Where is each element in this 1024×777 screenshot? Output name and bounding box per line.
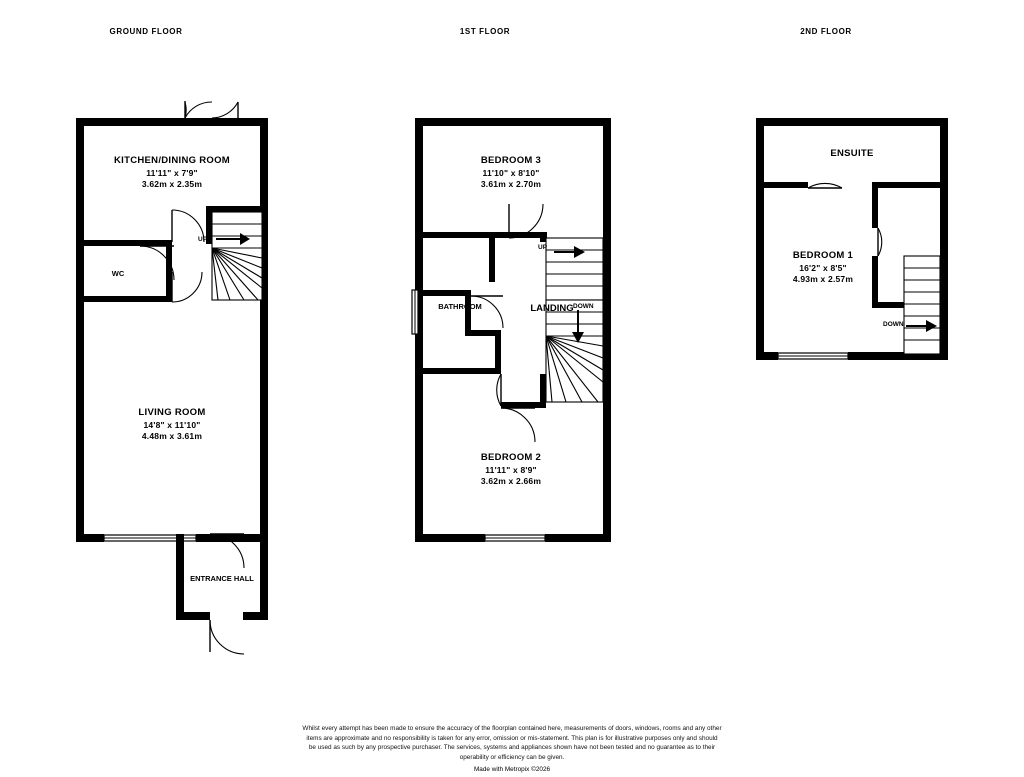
room-dim-metric: 4.93m x 2.57m [792, 273, 854, 284]
stair-label-up-first: UP [538, 244, 548, 251]
room-entrance-hall: ENTRANCE HALL [190, 574, 254, 583]
room-dim-imperial: 11'10" x 8'10" [482, 167, 540, 178]
room-ensuite [830, 148, 873, 161]
room-dim-imperial: 14'8" x 11'10" [143, 419, 201, 430]
room-wc: WC [111, 269, 125, 278]
stair-label-down-first: DOWN [573, 303, 594, 310]
room-name: ENSUITE [830, 148, 874, 159]
room-living [138, 407, 205, 442]
room-dim-imperial: 11'11" x 8'9" [485, 464, 537, 475]
stair-label-down-second: DOWN [883, 321, 904, 328]
room-dim-metric: 4.48m x 3.61m [141, 430, 203, 441]
stair-label-up-ground: UP [198, 236, 208, 243]
room-name: LIVING ROOM [138, 407, 206, 418]
disclaimer-text: Whilst every attempt has been made to ensure the accuracy of the floorplan contained here, measurements of doors, windows, rooms and any other items are approximate and no responsibility is taken for any error, omission or mis-statement. This plan is for illustrative purposes only and should be used as such by any prospective purchaser. The services, systems and appliances shown have not been tested and no guarantee as to their operability or efficiency can be given. [302, 725, 722, 761]
credit-text: Made with Metropix ©2026 [473, 766, 551, 773]
room-name: BEDROOM 1 [792, 250, 854, 261]
room-bedroom-2 [481, 452, 541, 487]
room-landing: LANDING [530, 303, 574, 314]
room-name: BEDROOM 2 [480, 452, 542, 463]
floor-title-second: 2ND FLOOR [800, 27, 852, 36]
room-name: BEDROOM 3 [480, 155, 542, 166]
room-dim-imperial: 16'2" x 8'5" [799, 262, 847, 273]
room-dim-metric: 3.62m x 2.66m [480, 475, 542, 486]
room-dim-metric: 3.61m x 2.70m [480, 178, 542, 189]
floor-title-first: 1ST FLOOR [459, 27, 511, 36]
room-dim-imperial: 11'11" x 7'9" [146, 167, 198, 178]
room-kitchen-dining [114, 155, 230, 190]
room-name: KITCHEN/DINING ROOM [113, 155, 231, 166]
floor-title-ground: GROUND FLOOR [109, 27, 183, 36]
room-bathroom: BATHROOM [438, 302, 482, 311]
room-bedroom-3 [481, 155, 541, 190]
room-bedroom-1 [793, 250, 853, 285]
room-dim-metric: 3.62m x 2.35m [141, 178, 203, 189]
